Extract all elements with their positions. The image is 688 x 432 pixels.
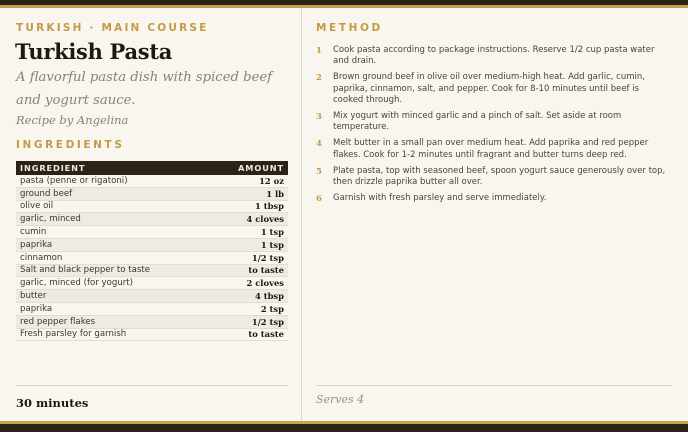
ingredients-heading: INGREDIENTS (16, 139, 125, 151)
recipe-byline: Recipe by Angelina (16, 113, 129, 127)
column-header-ingredient: INGREDIENT (16, 161, 212, 175)
right-footer-rule (316, 385, 672, 386)
cuisine-course-label: TURKISH · MAIN COURSE (16, 22, 209, 34)
step-number: 3 (316, 112, 322, 123)
method-step (316, 45, 672, 67)
table-row (16, 315, 288, 328)
table-row (16, 302, 288, 315)
top-accent-stripe (0, 5, 688, 8)
step-number: 4 (316, 139, 322, 150)
recipe-title: Turkish Pasta (15, 39, 173, 64)
bottom-bar (0, 424, 688, 432)
method-step (316, 72, 672, 106)
ingredient-name: paprika (16, 302, 212, 315)
method-step (316, 138, 672, 160)
ingredient-name: pasta (penne or rigatoni) (16, 175, 212, 187)
ingredient-name: garlic, minced (16, 213, 212, 226)
ingredient-amount: 2 cloves (212, 277, 288, 290)
ingredient-amount: 1 tsp (212, 226, 288, 239)
table-row (16, 187, 288, 200)
ingredient-name: garlic, minced (for yogurt) (16, 277, 212, 290)
ingredient-name: butter (16, 290, 212, 303)
method-step (316, 166, 672, 188)
step-text: Melt butter in a small pan over medium heat. Add paprika and red pepper flakes. Cook for 1-2 minutes until fragrant and butter turns deep red. (333, 138, 649, 160)
ingredient-name: Salt and black pepper to taste (16, 264, 212, 277)
column-divider (301, 8, 302, 421)
step-text: Cook pasta according to package instructions. Reserve 1/2 cup pasta water and drain. (333, 45, 655, 67)
table-row (16, 213, 288, 226)
ingredient-name: red pepper flakes (16, 315, 212, 328)
ingredient-amount: 1/2 tsp (212, 251, 288, 264)
step-text: Plate pasta, top with seasoned beef, spoon yogurt sauce generously over top, then drizzle paprika butter all over. (333, 165, 666, 188)
method-heading: METHOD (316, 22, 383, 34)
ingredients-header-row (16, 161, 288, 175)
step-text: Brown ground beef in olive oil over medium-high heat. Add garlic, cumin, paprika, cinnamon, salt, and pepper. Cook for 8-10 minutes until beef is cooked through. (333, 72, 645, 105)
ingredient-amount: 1 tbsp (212, 200, 288, 213)
ingredients-table (16, 161, 288, 341)
method-steps-list (316, 45, 672, 211)
table-row (16, 290, 288, 303)
ingredient-amount: to taste (212, 328, 288, 341)
left-footer-rule (16, 385, 288, 386)
table-row (16, 175, 288, 187)
recipe-description: A flavorful pasta dish with spiced beef and yogurt sauce. (16, 70, 273, 108)
ingredient-amount: 2 tsp (212, 302, 288, 315)
step-text: Garnish with fresh parsley and serve immediately. (333, 193, 547, 204)
table-row (16, 251, 288, 264)
ingredient-name: cumin (16, 226, 212, 239)
table-row (16, 238, 288, 251)
servings: Serves 4 (316, 393, 365, 406)
ingredient-name: cinnamon (16, 251, 212, 264)
step-text: Mix yogurt with minced garlic and a pinch of salt. Set aside at room temperature. (333, 111, 622, 133)
table-row (16, 200, 288, 213)
ingredient-amount: 1/2 tsp (212, 315, 288, 328)
total-time: 30 minutes (16, 396, 89, 410)
method-step (316, 111, 672, 133)
ingredient-name: Fresh parsley for garnish (16, 328, 212, 341)
ingredient-name: olive oil (16, 200, 212, 213)
ingredient-name: paprika (16, 238, 212, 251)
ingredient-amount: 1 tsp (212, 238, 288, 251)
ingredient-amount: 1 lb (212, 187, 288, 200)
ingredient-amount: 4 tbsp (212, 290, 288, 303)
table-row (16, 328, 288, 341)
ingredient-amount: 4 cloves (212, 213, 288, 226)
column-header-amount: AMOUNT (212, 161, 288, 175)
step-number: 2 (316, 73, 322, 84)
ingredient-amount: to taste (212, 264, 288, 277)
table-row (16, 264, 288, 277)
step-number: 1 (316, 46, 322, 56)
ingredient-amount: 12 oz (212, 175, 288, 187)
table-row (16, 226, 288, 239)
table-row (16, 277, 288, 290)
ingredient-name: ground beef (16, 187, 212, 200)
step-number: 6 (316, 194, 322, 205)
step-number: 5 (316, 166, 322, 177)
method-step (316, 193, 672, 206)
